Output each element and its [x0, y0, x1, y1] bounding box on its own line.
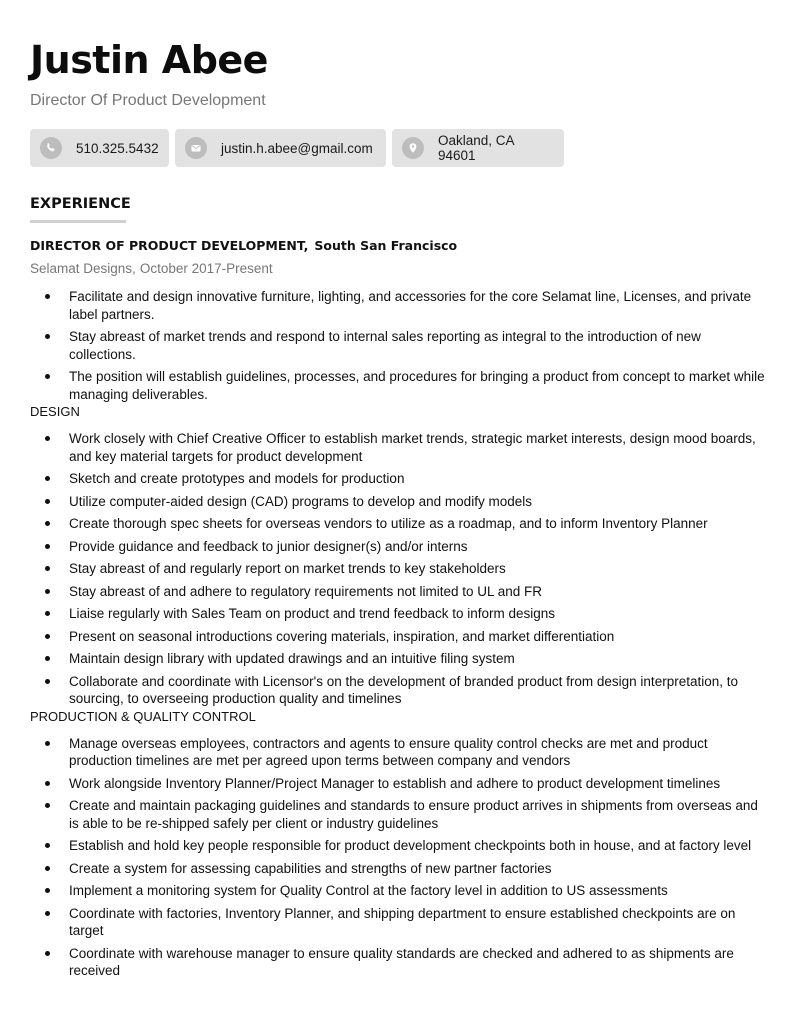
section-divider: [30, 220, 126, 223]
phone-text: 510.325.5432: [76, 140, 159, 156]
list-item: Sketch and create prototypes and models for production: [30, 470, 770, 488]
candidate-title: Director Of Product Development: [30, 92, 266, 109]
phone-icon: [40, 137, 62, 159]
list-item: Collaborate and coordinate with Licensor's on the development of branded product from design interpretation, to sourcing, to overseeing production quality and timelines: [30, 673, 770, 708]
job-dates: October 2017-Present: [139, 261, 273, 276]
list-item: Liaise regularly with Sales Team on product and trend feedback to inform designs: [30, 605, 770, 623]
location-chip[interactable]: [392, 129, 564, 167]
production-subheading: PRODUCTION & QUALITY CONTROL: [30, 708, 256, 724]
list-item: Work closely with Chief Creative Officer to establish market trends, strategic market interests, design mood boards, and key material targets for product development: [30, 430, 770, 465]
list-item: Facilitate and design innovative furniture, lighting, and accessories for the core Selamat line, Licenses, and private label partners.: [30, 288, 770, 323]
list-item: Stay abreast of and regularly report on market trends to key stakeholders: [30, 560, 770, 578]
list-item: Maintain design library with updated drawings and an intuitive filing system: [30, 650, 770, 668]
phone-chip[interactable]: [30, 129, 169, 167]
list-item: Manage overseas employees, contractors and agents to ensure quality control checks are met and product production timelines are met per agreed upon terms between company and vendors: [30, 735, 770, 770]
intro-bullet-list: [30, 288, 770, 403]
production-bullet-list: [30, 735, 770, 980]
location-text: Oakland, CA 94601: [438, 133, 514, 163]
list-item: Coordinate with warehouse manager to ensure quality standards are checked and adhered to as shipments are received: [30, 945, 770, 980]
email-chip[interactable]: [175, 129, 386, 167]
job-company: Selamat Designs,: [30, 261, 136, 276]
design-bullet-list: [30, 430, 770, 708]
job-position: DIRECTOR OF PRODUCT DEVELOPMENT,: [30, 238, 309, 253]
job-details: [30, 288, 770, 985]
email-text: justin.h.abee@gmail.com: [221, 140, 373, 156]
list-item: The position will establish guidelines, processes, and procedures for bringing a product from concept to market while managing deliverables.: [30, 368, 770, 403]
list-item: Present on seasonal introductions covering materials, inspiration, and market differentiation: [30, 628, 770, 646]
list-item: Utilize computer-aided design (CAD) programs to develop and modify models: [30, 493, 770, 511]
map-pin-icon: [402, 137, 424, 159]
list-item: Create thorough spec sheets for overseas vendors to utilize as a roadmap, and to inform Inventory Planner: [30, 515, 770, 533]
list-item: Create a system for assessing capabilities and strengths of new partner factories: [30, 860, 770, 878]
list-item: Work alongside Inventory Planner/Project Manager to establish and adhere to product development timelines: [30, 775, 770, 793]
envelope-icon: [185, 137, 207, 159]
list-item: Create and maintain packaging guidelines and standards to ensure product arrives in shipments from overseas and is able to be re-shipped safely per client or industry guidelines: [30, 797, 770, 832]
list-item: Stay abreast of market trends and respond to internal sales reporting as integral to the introduction of new collections.: [30, 328, 770, 363]
design-subheading: DESIGN: [30, 404, 80, 419]
list-item: Implement a monitoring system for Quality Control at the factory level in addition to US assessments: [30, 882, 770, 900]
list-item: Provide guidance and feedback to junior designer(s) and/or interns: [30, 538, 770, 556]
list-item: Coordinate with factories, Inventory Planner, and shipping department to ensure established checkpoints are on target: [30, 905, 770, 940]
candidate-name: Justin Abee: [30, 38, 268, 82]
contact-bar: [30, 129, 564, 167]
list-item: Establish and hold key people responsible for product development checkpoints both in house, and at factory level: [30, 837, 770, 855]
job-meta: [30, 261, 273, 276]
list-item: Stay abreast of and adhere to regulatory requirements not limited to UL and FR: [30, 583, 770, 601]
job-location: South San Francisco: [314, 238, 458, 253]
job-title: [30, 238, 457, 253]
experience-heading: EXPERIENCE: [30, 196, 131, 212]
